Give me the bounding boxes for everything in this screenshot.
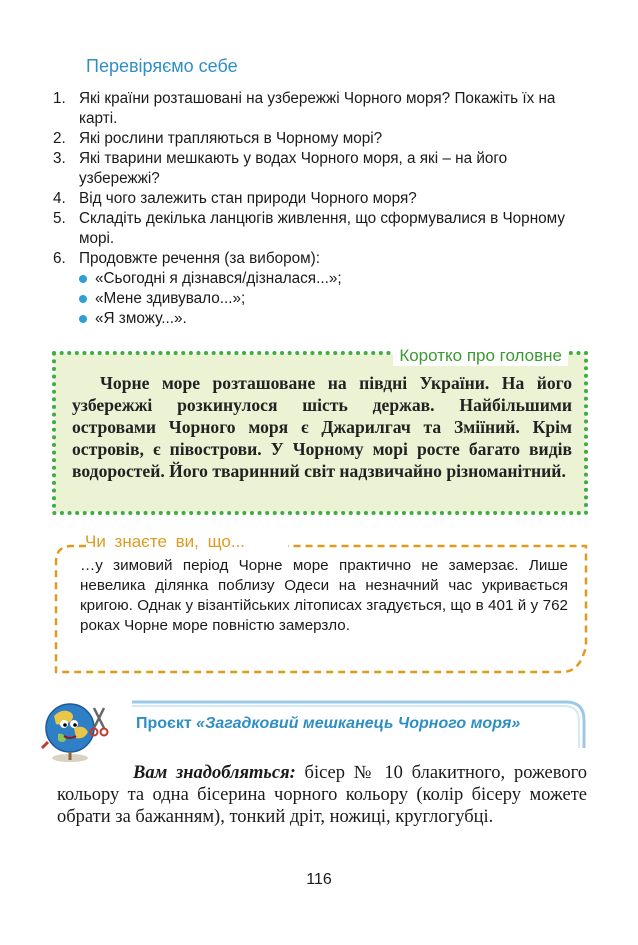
- project-materials-text: [57, 762, 587, 828]
- list-item: [53, 129, 588, 149]
- list-item: [53, 189, 588, 209]
- materials-list: бісер № 10 блакитного, рожевого кольору та одна бісерина чорного кольору (колір бісеру можете обрати за бажанням), тонкий дріт, ножиці, круглогубці.: [57, 763, 587, 827]
- question-number: 4.: [53, 190, 66, 207]
- bullet-icon: [79, 315, 87, 323]
- did-you-know-title: Чи знаєте ви, що...: [85, 532, 246, 551]
- list-item: [53, 209, 588, 249]
- list-item: [79, 309, 588, 329]
- question-number: 5.: [53, 210, 66, 227]
- project-title-prefix: Проєкт: [136, 715, 197, 732]
- project-title-name: «Загадковий мешканець Чорного моря»: [196, 715, 521, 732]
- list-item: [79, 289, 588, 309]
- summary-text: Чорне море розташоване на півдні України. На його узбережжі розкинулося шість держав. Найбільшими островами Чорного моря є Джарилгач та Зміїний. Крім островів, є півострови. У Чорному морі росте багато видів водоростей. Його тваринний світ надзвичайно різноманітний.: [72, 373, 572, 481]
- list-item: [53, 249, 588, 329]
- bullet-text: «Мене здивувало...»;: [95, 290, 246, 307]
- list-item: [53, 89, 588, 129]
- project-title: [136, 714, 556, 734]
- did-you-know-text: …у зимовий період Чорне море практично не замерзає. Лише невелика ділянка поблизу Одеси на незначний час укривається кригою. Однак у візантійських літописах згадується, що в 401 й у 762 роках Чорне море повністю замерзло.: [80, 557, 568, 634]
- bullet-text: «Я зможу...».: [95, 310, 187, 327]
- question-text: Від чого залежить стан природи Чорного моря?: [79, 190, 417, 207]
- question-text: Складіть декілька ланцюгів живлення, що сформувалися в Чорному морі.: [79, 210, 565, 247]
- question-number: 3.: [53, 150, 66, 167]
- bullet-icon: [79, 275, 87, 283]
- bullet-text: «Сьогодні я дізнався/дізналася...»;: [95, 270, 342, 287]
- list-item: [79, 269, 588, 289]
- summary-title: Коротко про головне: [393, 346, 568, 366]
- question-text: Які тварини мешкають у водах Чорного моря, а які – на його узбережжі?: [79, 150, 508, 187]
- continuation-options: [79, 269, 588, 329]
- question-number: 6.: [53, 250, 66, 267]
- question-number: 1.: [53, 90, 66, 107]
- materials-lead: Вам знадобляться:: [133, 763, 296, 783]
- question-text: Продовжте речення (за вибором):: [79, 250, 320, 267]
- question-text: Які рослини трапляються в Чорному морі?: [79, 130, 383, 147]
- questions-list: [53, 89, 588, 329]
- question-number: 2.: [53, 130, 66, 147]
- page-number: 116: [306, 871, 332, 888]
- bullet-icon: [79, 295, 87, 303]
- check-yourself-title: Перевіряємо себе: [86, 56, 238, 76]
- list-item: [53, 149, 588, 189]
- question-text: Які країни розташовані на узбережжі Чорного моря? Покажіть їх на карті.: [79, 90, 556, 127]
- globe-mascot-icon: [40, 698, 114, 764]
